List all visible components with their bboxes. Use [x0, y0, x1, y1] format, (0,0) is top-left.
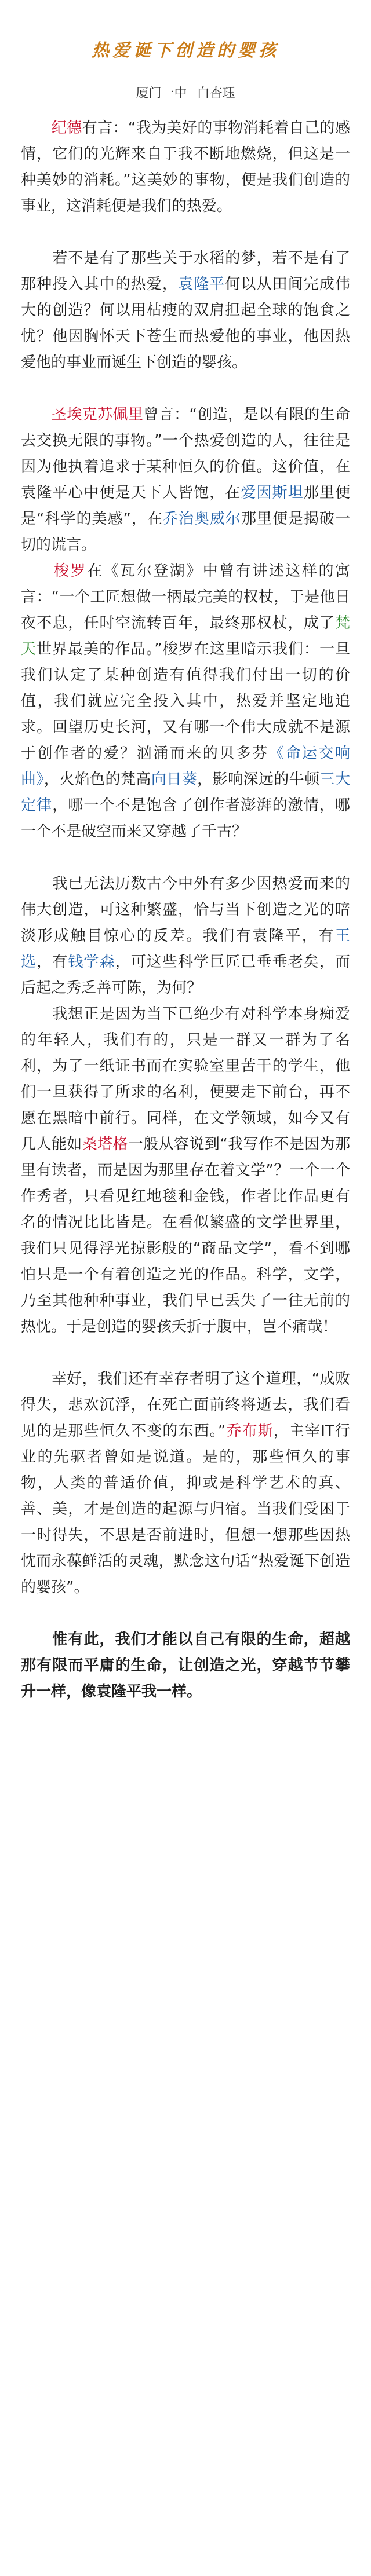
text-run: 幸好，我们还有幸存者明了这个道理，“成败得失，悲欢沉浮，在死亡面前终将逝去，我们看见的是那些恒久不变的东西。” — [21, 1370, 350, 1440]
highlighted-name: 乔治奥威尔 — [162, 510, 241, 528]
text-run: ，有 — [37, 953, 68, 971]
highlighted-name: 圣埃克苏佩里 — [51, 406, 144, 423]
paragraph — [21, 1366, 350, 1601]
text-run: 曾言：“创造，是以有限的生命去交换无限的事物。”一个热爱创造的人，往往是因为他执着追求于某种恒久的价值。这价值，在袁隆平心中便是天下人皆饱，在 — [21, 406, 350, 502]
highlighted-name: 梵天 — [21, 614, 350, 658]
text-run: ，可这些科学巨匠已垂垂老矣，而后起之秀乏善可陈，为何？ — [21, 953, 350, 997]
paragraph — [21, 558, 350, 845]
highlighted-name: 乔布斯 — [225, 1422, 274, 1440]
highlighted-name: 爱因斯坦 — [241, 484, 304, 502]
highlighted-name: 王选 — [21, 927, 350, 971]
text-run: ，火焰色的梵高 — [43, 771, 151, 788]
paragraph — [21, 246, 350, 376]
text-run: 我已无法历数古今中外有多少因热爱而来的伟大创造，可这种繁盛，恰与当下创造之光的暗淡形成触目惊心的反差。我们有袁隆平，有 — [21, 875, 350, 945]
text-run: 在《瓦尔登湖》中曾有讲述这样的寓言：“一个工匠想做一柄最完美的权杖，于是他日夜不息，任时空流转百年，最终那权杖，成了 — [21, 562, 350, 632]
highlighted-name: 纪德 — [51, 119, 82, 137]
highlighted-name: 梭罗 — [54, 562, 88, 580]
paragraph — [21, 402, 350, 558]
paragraph — [21, 1627, 350, 1705]
text-run: 那里便是揭破一切的谎言。 — [21, 510, 350, 554]
highlighted-name: 向日葵 — [151, 771, 198, 788]
highlighted-name: 袁隆平 — [177, 276, 225, 293]
article-author: 厦门一中 白杏珏 — [136, 86, 235, 101]
text-run: 何以从田间完成伟大的创造？何以用枯瘦的双肩担起全球的饱食之忧？他因胸怀天下苍生而热爱他的事业，他因热爱他的事业而诞生下创造的婴孩。 — [21, 276, 350, 371]
highlighted-name: 《命运交响曲》 — [21, 745, 350, 788]
paragraph — [21, 871, 350, 1001]
text-run: 若不是有了那些关于水稻的梦，若不是有了那种投入其中的热爱， — [21, 250, 350, 293]
highlighted-name: 钱学森 — [68, 953, 115, 971]
text-run: 我想正是因为当下已绝少有对科学本身痴爱的年轻人，我们有的，只是一群又一群为了名利，为了一纸证书而在实验室里苦干的学生，他们一旦获得了所求的名利，便要走下前台，再不愿在黑暗中前行。同样，在文学领域，如今又有几人能如 — [21, 1005, 350, 1153]
text-run: 世界最美的作品。”梭罗在这里暗示我们：一旦我们认定了某种创造有值得我们付出一切的价值，我们就应完全投入其中，热爱并坚定地追求。回望历史长河，又有哪一个伟大成就不是源于创作者的爱？汹涌而来的贝多芬 — [21, 641, 350, 762]
text-run: 有言：“我为美好的事物消耗着自己的感情，它们的光辉来自于我不断地燃烧，但这是一种美妙的消耗。”这美妙的事物，便是我们创造的事业，这消耗便是我们的热爱。 — [21, 119, 350, 215]
bottom-fade — [0, 2460, 371, 2576]
text-run: ，哪一个不是饱含了创作者澎湃的激情，哪一个不是破空而来又穿越了千古？ — [21, 797, 350, 840]
text-run: ，影响深远的牛顿 — [197, 771, 320, 788]
paragraph — [21, 115, 350, 219]
text-run: 一般从容说到“我写作不是因为那里有读者，而是因为那里存在着文学”？一个一个作秀者，只看见红地毯和金钱，作者比作品更有名的情况比比皆是。在看似繁盛的文学世界里，我们只见得浮光掠影般的“商品文学”，看不到哪怕只是一个有着创造之光的作品。科学，文学，乃至其他种种事业，我们早已丢失了一往无前的热忱。于是创造的婴孩夭折于腹中，岂不痛哉！ — [21, 1136, 350, 1335]
paragraph — [21, 1001, 350, 1340]
text-run: ，主宰IT行业的先驱者曾如是说道。是的，那些恒久的事物，人类的普适价值，抑或是科学艺术的真、善、美，才是创造的起源与归宿。当我们受困于一时得失，不思是否前进时，但想一想那些因热忱而永葆鲜活的灵魂，默念这句话“热爱诞下创造的婴孩”。 — [21, 1422, 350, 1596]
article-title: 热爱诞下创造的婴孩 — [92, 41, 279, 61]
highlighted-name: 三大定律 — [21, 771, 350, 814]
text-run: 那里便是“科学的美感”，在 — [21, 484, 350, 528]
text-run: 惟有此，我们才能以自己有限的生命，超越那有限而平庸的生命，让创造之光，穿越节节攀升一样，像袁隆平 — [21, 1631, 350, 1700]
text-run: 我一样。 — [141, 1683, 202, 1700]
article-body — [21, 115, 350, 1705]
highlighted-name: 桑塔格 — [82, 1136, 128, 1153]
